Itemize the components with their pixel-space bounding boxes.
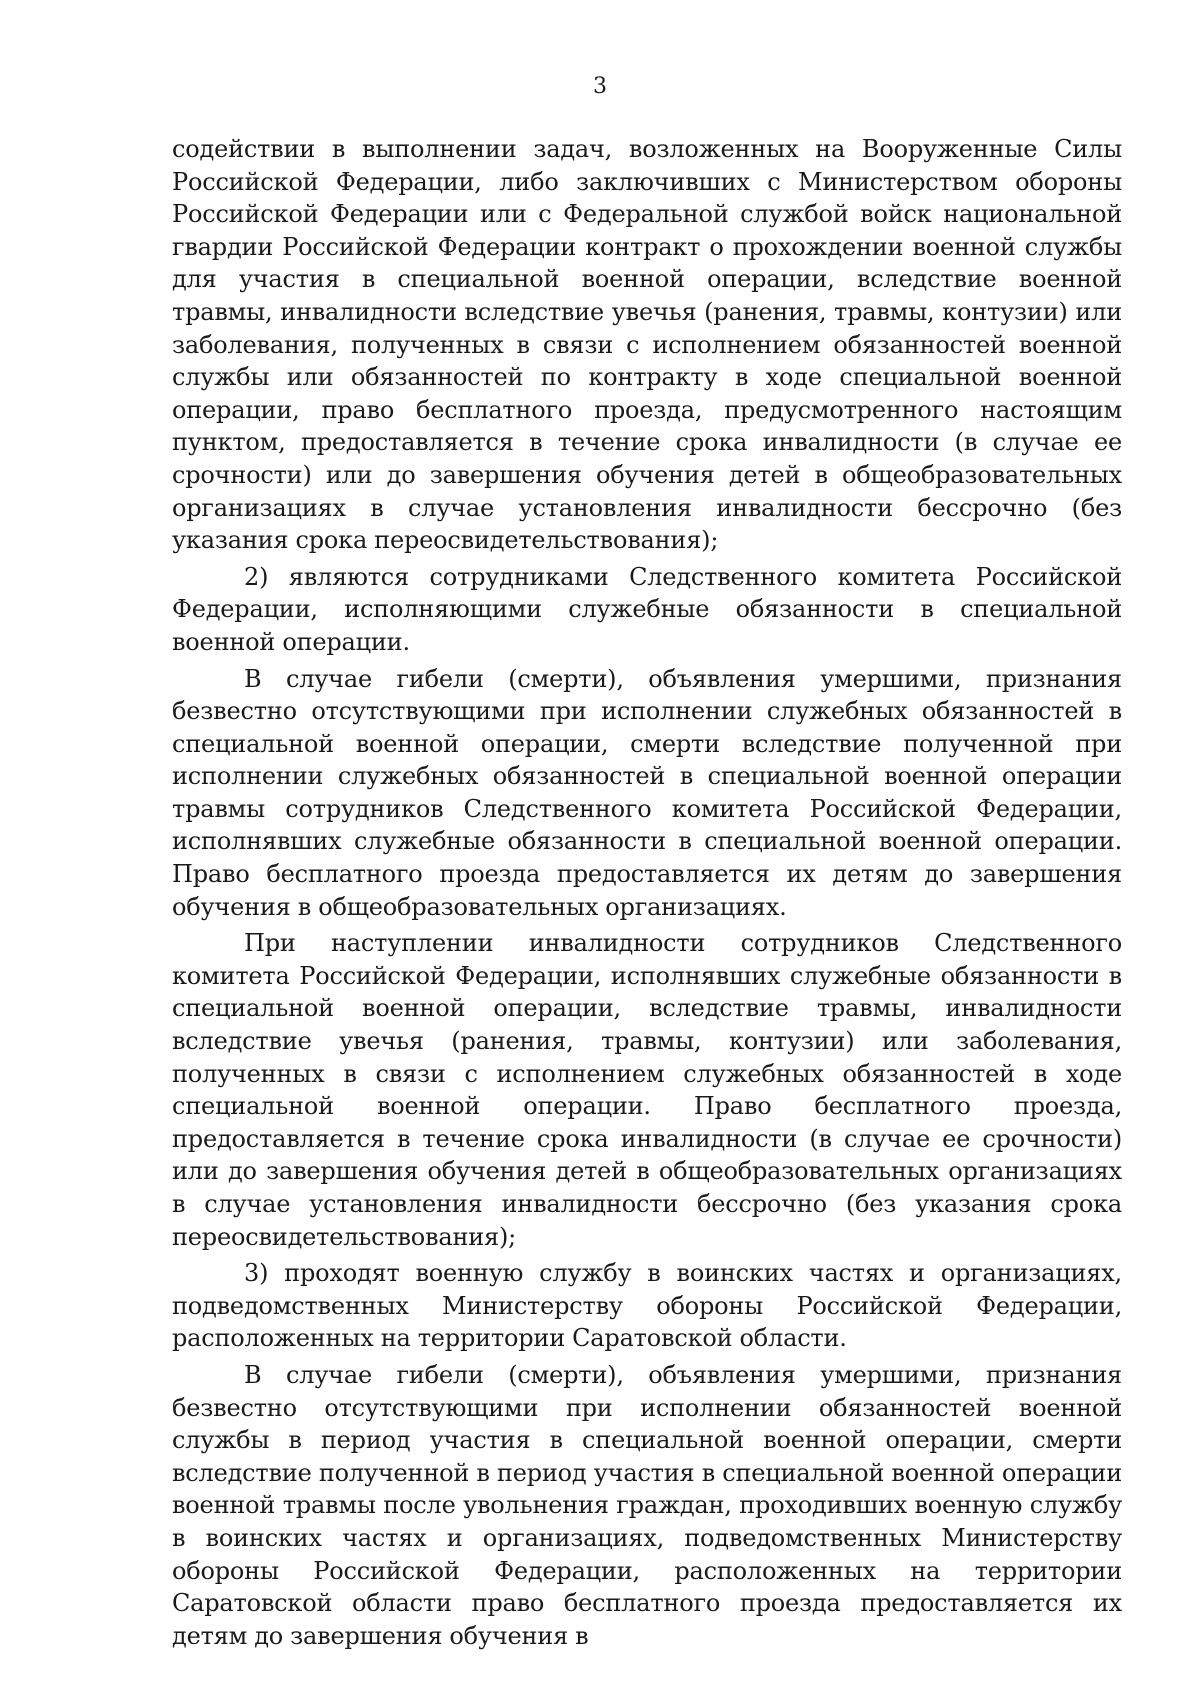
- paragraph-1: содействии в выполнении задач, возложенных на Вооруженные Силы Российской Федерации, либо заключивших с Министерством обороны Российской Федерации или с Федеральной службой войск национальной гвардии Российской Федерации контракт о прохождении военной службы для участия в специальной военной операции, вследствие военной травмы, инвалидности вследствие увечья (ранения, травмы, контузии) или заболевания, полученных в связи с исполнением обязанностей военной службы или обязанностей по контракту в ходе специальной военной операции, право бесплатного проезда, предусмотренного настоящим пунктом, предоставляется в течение срока инвалидности (в случае ее срочности) или до завершения обучения детей в общеобразовательных организациях в случае установления инвалидности бессрочно (без указания срока переосвидетельствования);: [172, 135, 1122, 555]
- document-body: [172, 133, 1122, 1652]
- paragraph-3: В случае гибели (смерти), объявления умершими, признания безвестно отсутствующими при исполнении служебных обязанностей в специальной военной операции, смерти вследствие полученной при исполнении служебных обязанностей в специальной военной операции травмы сотрудников Следственного комитета Российской Федерации, исполнявших служебные обязанности в специальной военной операции. Право бесплатного проезда предоставляется их детям до завершения обучения в общеобразовательных организациях.: [172, 664, 1122, 921]
- page-number: 3: [593, 74, 607, 99]
- paragraph-2: 2) являются сотрудниками Следственного комитета Российской Федерации, исполняющими служебные обязанности в специальной военной операции.: [172, 562, 1122, 656]
- paragraph-5: 3) проходят военную службу в воинских частях и организациях, подведомственных Министерству обороны Российской Федерации, расположенных на территории Саратовской области.: [172, 1259, 1122, 1353]
- paragraph-4: При наступлении инвалидности сотрудников Следственного комитета Российской Федерации, исполнявших служебные обязанности в специальной военной операции, вследствие травмы, инвалидности вследствие увечья (ранения, травмы, контузии) или заболевания, полученных в связи с исполнением служебных обязанностей в ходе специальной военной операции. Право бесплатного проезда, предоставляется в течение срока инвалидности (в случае ее срочности) или до завершения обучения детей в общеобразовательных организациях в случае установления инвалидности бессрочно (без указания срока переосвидетельствования);: [172, 929, 1122, 1251]
- paragraph-6: В случае гибели (смерти), объявления умершими, признания безвестно отсутствующими при исполнении обязанностей военной службы в период участия в специальной военной операции, смерти вследствие полученной в период участия в специальной военной операции военной травмы после увольнения граждан, проходивших военную службу в воинских частях и организациях, подведомственных Министерству обороны Российской Федерации, расположенных на территории Саратовской области право бесплатного проезда предоставляется их детям до завершения обучения в: [172, 1360, 1122, 1650]
